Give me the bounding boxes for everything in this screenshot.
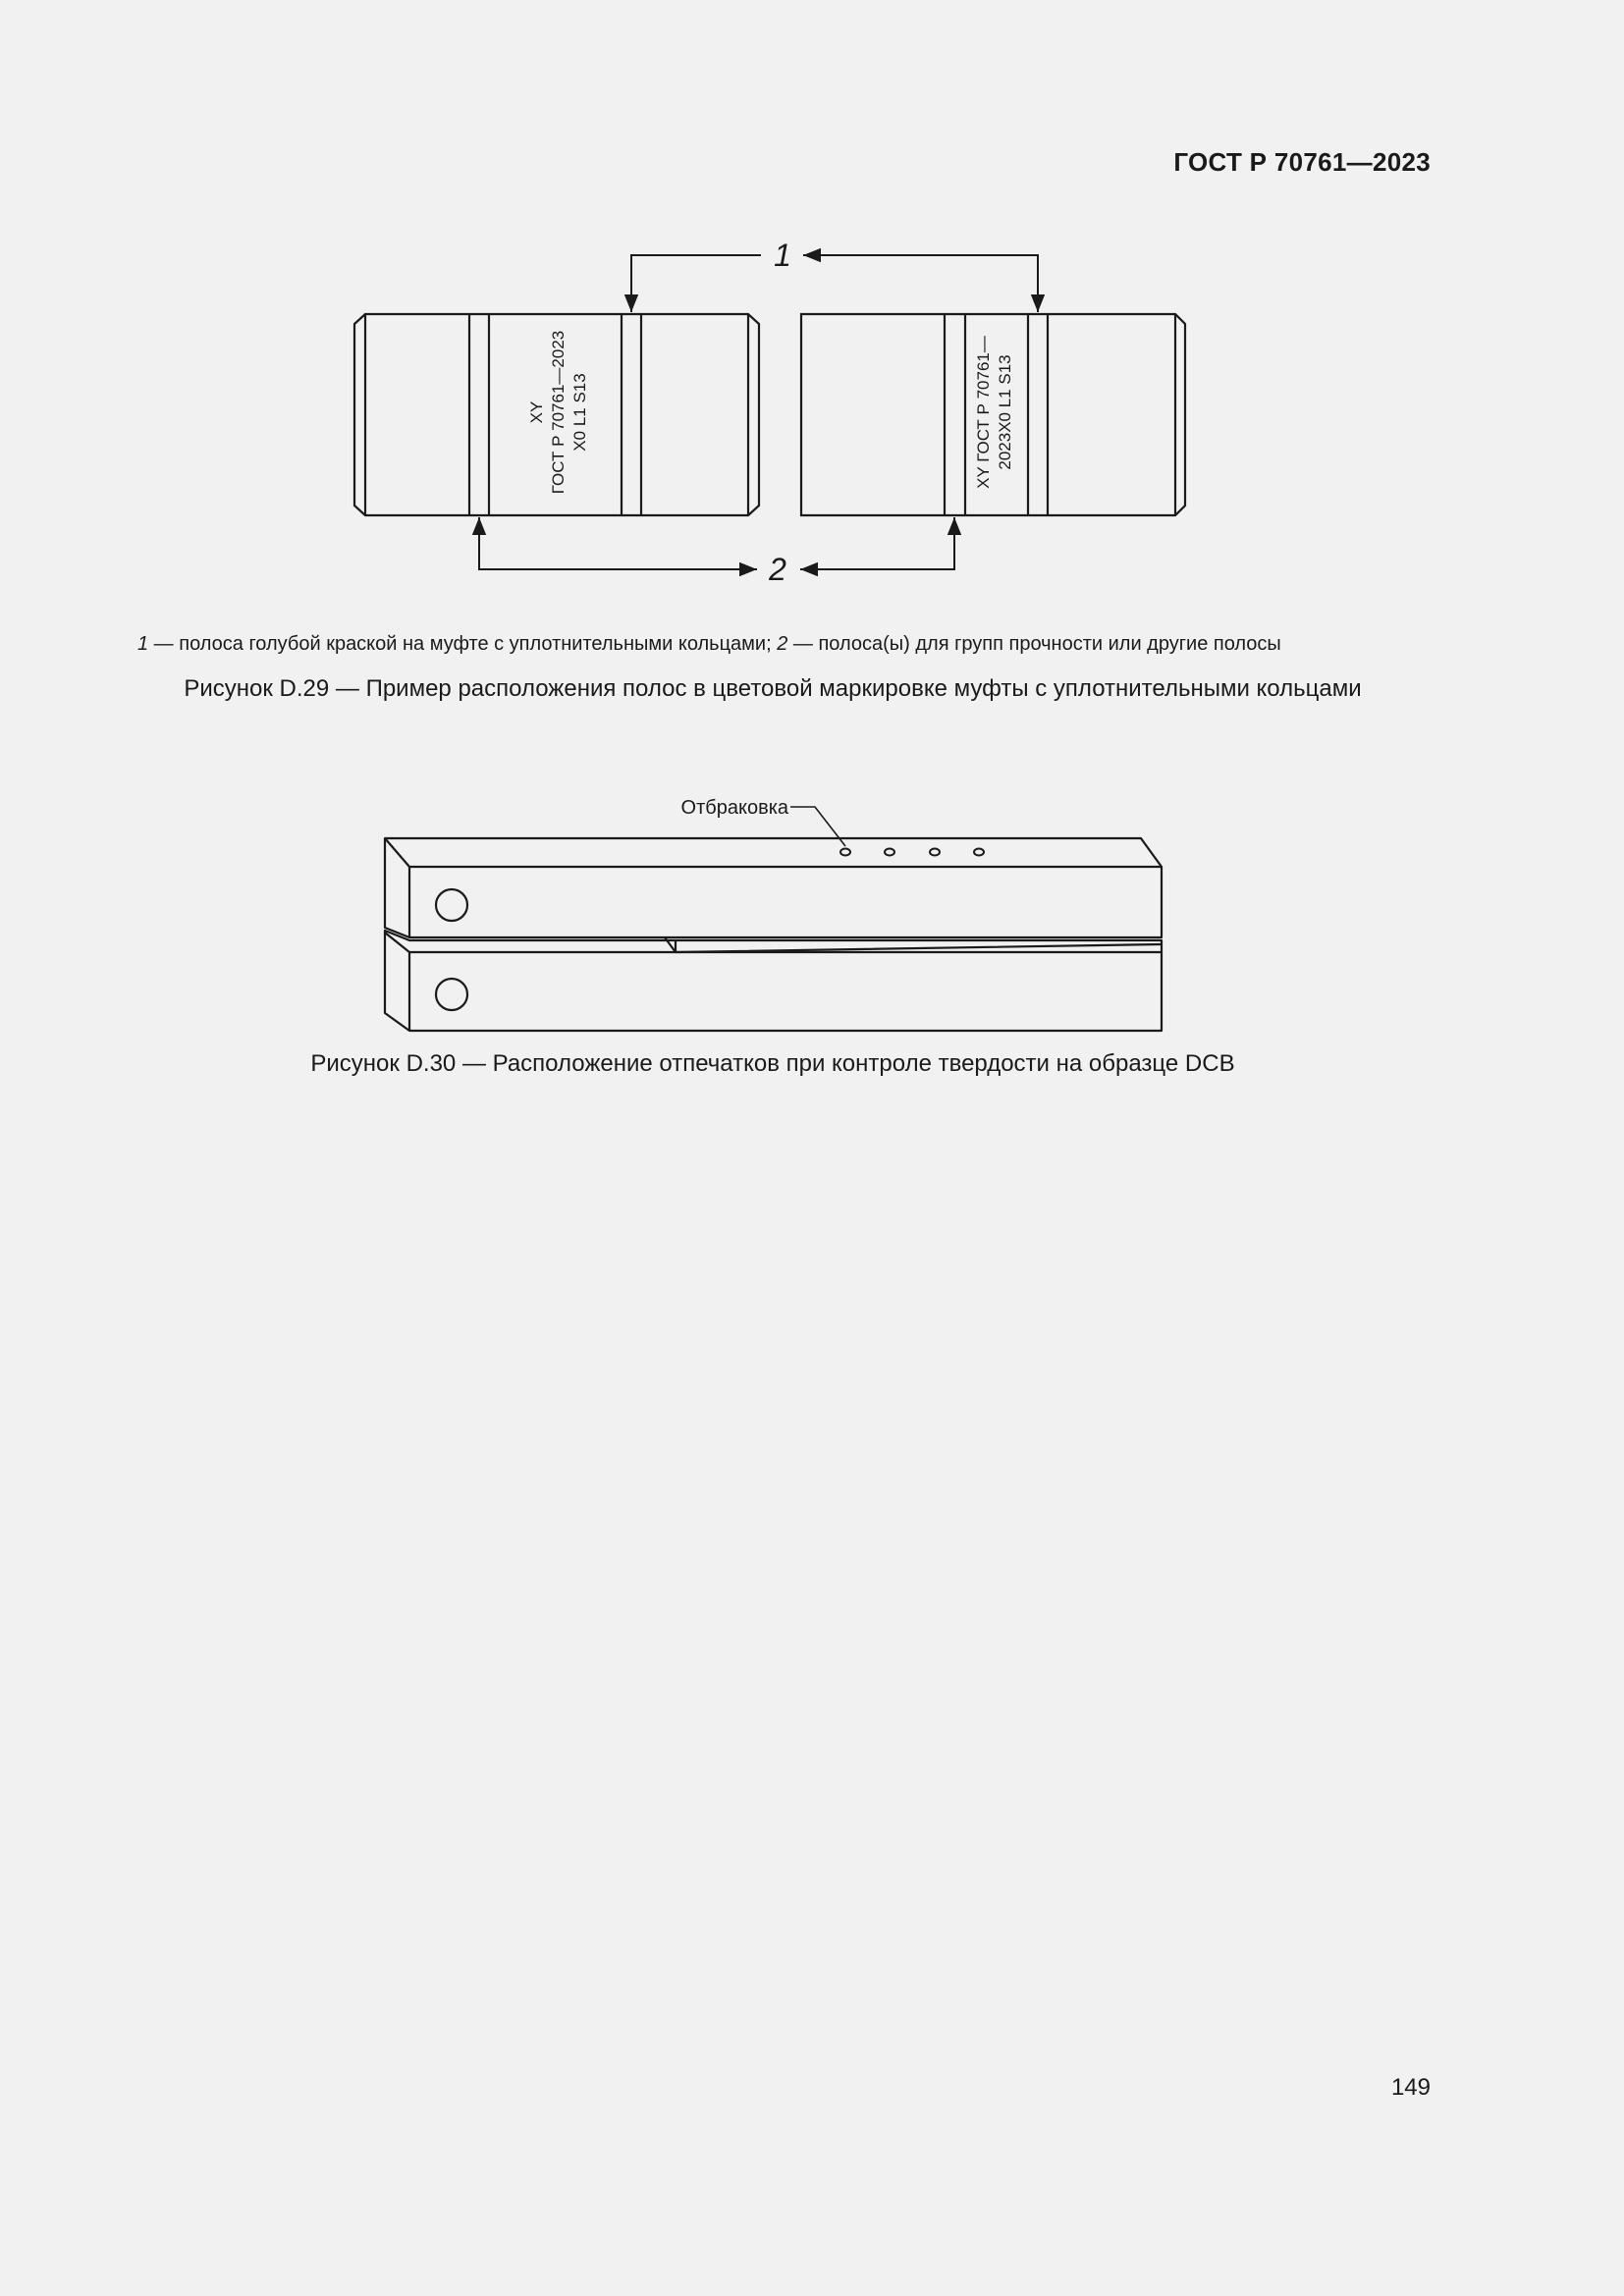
callout-2-leaders [479,517,954,569]
figure-d29-legend [137,633,1492,656]
legend-text-1: — полоса голубой краской на муфте с уплотнительными кольцами; [148,633,778,655]
upper-pin-hole [436,889,467,921]
dcb-specimen [385,838,1162,1031]
left-marking-line-3: X0 L1 S13 [570,373,589,452]
right-coupling [801,314,1185,515]
callout-2-label: 2 [769,552,786,587]
indent-2 [885,849,894,856]
indent-4 [974,849,984,856]
hardness-indents [840,849,984,856]
document-header: ГОСТ Р 70761—2023 [1173,147,1431,177]
right-marking-line-1: XY ГОСТ Р 70761— [974,336,993,489]
legend-num-2: 2 [777,633,788,655]
lower-pin-hole [436,979,467,1010]
callout-1-leaders [631,255,1038,312]
legend-num-1: 1 [137,633,149,655]
right-marking-line-2: 2023X0 L1 S13 [996,354,1014,470]
page-number: 149 [1390,2074,1431,2101]
left-marking-line-2: ГОСТ Р 70761—2023 [549,330,568,495]
indent-3 [930,849,940,856]
figure-d30-drawing [368,785,1193,1041]
rejection-label: Отбраковка [680,797,788,819]
right-coupling-marking [974,336,1014,489]
left-marking-line-1: XY [527,400,546,424]
figure-d29-drawing [349,231,1193,594]
indent-1 [840,849,850,856]
callout-1-label: 1 [774,238,791,273]
rejection-leader [790,807,845,846]
figure-d30-caption: Рисунок D.30 — Расположение отпечатков при контроле твердости на образце DCB [310,1050,1235,1077]
figure-d29-caption: Рисунок D.29 — Пример расположения полос в цветовой маркировке муфты с уплотнительными кольцами [184,675,1362,702]
legend-text-2: — полоса(ы) для групп прочности или другие полосы [787,633,1281,655]
left-coupling-marking [527,331,589,494]
